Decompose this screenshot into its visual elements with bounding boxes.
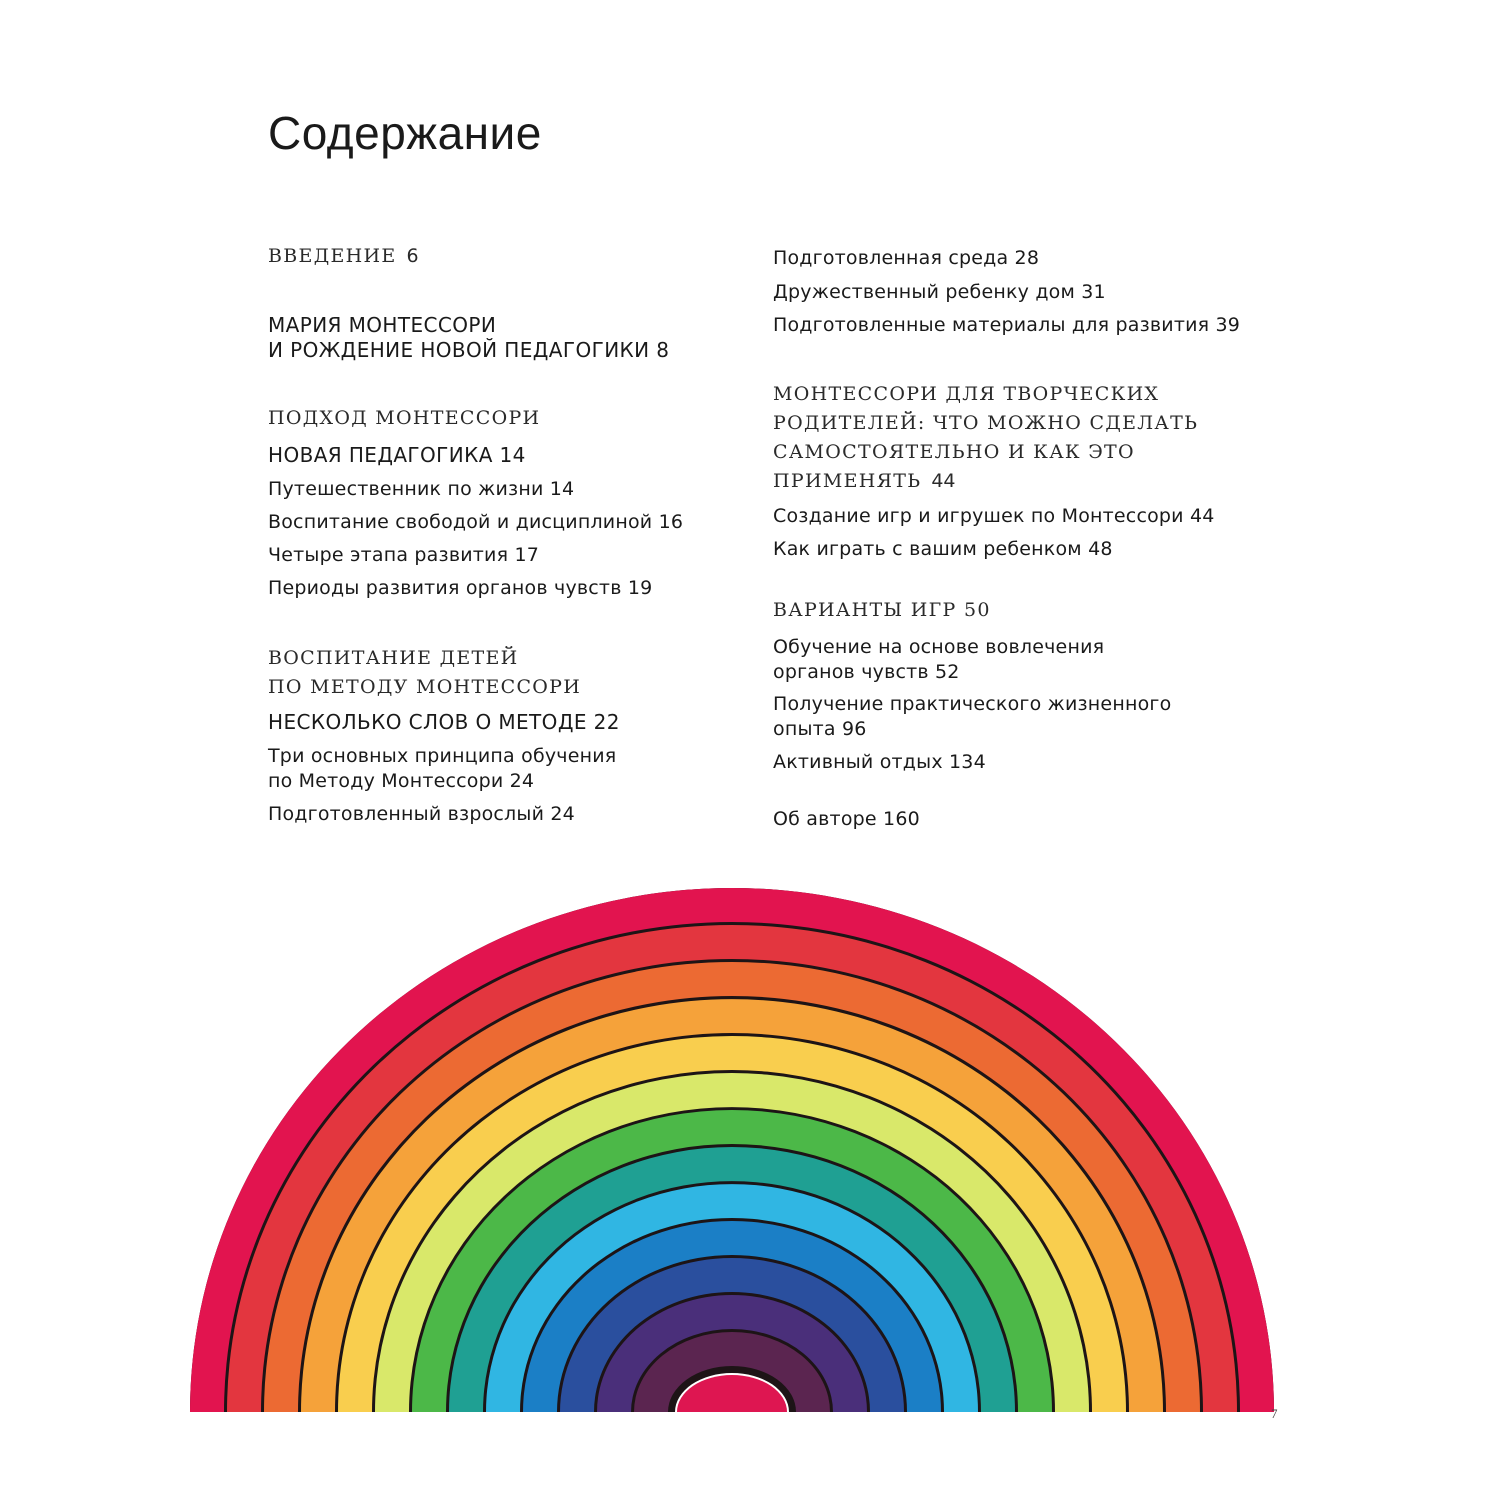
page-title: Содержание bbox=[268, 107, 542, 159]
toc-entry-sensory-periods[interactable]: Периоды развития органов чувств 19 bbox=[268, 577, 653, 599]
toc-entry-line: Три основных принципа обучения bbox=[268, 745, 617, 767]
toc-entry-line: по Методу Монтессори 24 bbox=[268, 770, 535, 792]
toc-entry-prepared-adult[interactable]: Подготовленный взрослый 24 bbox=[268, 803, 575, 825]
toc-entry-line: Получение практического жизненного bbox=[773, 693, 1172, 715]
toc-section-game-variants[interactable]: ВАРИАНТЫ ИГР 50 bbox=[773, 599, 991, 621]
toc-entry-how-to-play[interactable]: Как играть с вашим ребенком 48 bbox=[773, 538, 1113, 560]
toc-entry-active-rest[interactable]: Активный отдых 134 bbox=[773, 751, 986, 773]
toc-entry-traveler[interactable]: Путешественник по жизни 14 bbox=[268, 478, 575, 500]
toc-entry-line: И РОЖДЕНИЕ НОВОЙ ПЕДАГОГИКИ 8 bbox=[268, 338, 670, 362]
toc-entry-child-friendly-home[interactable]: Дружественный ребенку дом 31 bbox=[773, 281, 1106, 303]
toc-entry-line: Обучение на основе вовлечения bbox=[773, 636, 1105, 658]
toc-entry-line: опыта 96 bbox=[773, 718, 867, 740]
toc-entry-line: РОДИТЕЛЕЙ: ЧТО МОЖНО СДЕЛАТЬ bbox=[773, 412, 1199, 434]
toc-entry-about-author[interactable]: Об авторе 160 bbox=[773, 808, 920, 830]
toc-entry-line: органов чувств 52 bbox=[773, 661, 960, 683]
toc-entry-making-toys[interactable]: Создание игр и игрушек по Монтессори 44 bbox=[773, 505, 1215, 527]
toc-page-number: 6 bbox=[406, 245, 419, 267]
toc-entry-four-stages[interactable]: Четыре этапа развития 17 bbox=[268, 544, 540, 566]
toc-entry-line: МОНТЕССОРИ ДЛЯ ТВОРЧЕСКИХ bbox=[773, 383, 1160, 405]
toc-entry-freedom-discipline[interactable]: Воспитание свободой и дисциплиной 16 bbox=[268, 511, 684, 533]
toc-entry-label: ПОДХОД МОНТЕССОРИ bbox=[268, 407, 541, 429]
toc-entry-prepared-environment[interactable]: Подготовленная среда 28 bbox=[773, 247, 1040, 269]
page-number: 7 bbox=[1271, 1406, 1278, 1421]
toc-entry-new-pedagogy[interactable]: НОВАЯ ПЕДАГОГИКА 14 bbox=[268, 443, 526, 467]
toc-entry-line: МАРИЯ МОНТЕССОРИ bbox=[268, 313, 497, 337]
toc-entry-line: САМОСТОЯТЕЛЬНО И КАК ЭТО bbox=[773, 441, 1135, 463]
toc-entry-prepared-materials[interactable]: Подготовленные материалы для развития 39 bbox=[773, 314, 1241, 336]
toc-entry-line: ВОСПИТАНИЕ ДЕТЕЙ bbox=[268, 647, 519, 669]
toc-page-number: 44 bbox=[931, 470, 956, 492]
toc-entry-label: ПРИМЕНЯТЬ bbox=[773, 470, 922, 492]
toc-entry-about-method[interactable]: НЕСКОЛЬКО СЛОВ О МЕТОДЕ 22 bbox=[268, 710, 620, 734]
toc-entry-line: ПО МЕТОДУ МОНТЕССОРИ bbox=[268, 676, 582, 698]
toc-entry-label: ВВЕДЕНИЕ bbox=[268, 245, 397, 267]
